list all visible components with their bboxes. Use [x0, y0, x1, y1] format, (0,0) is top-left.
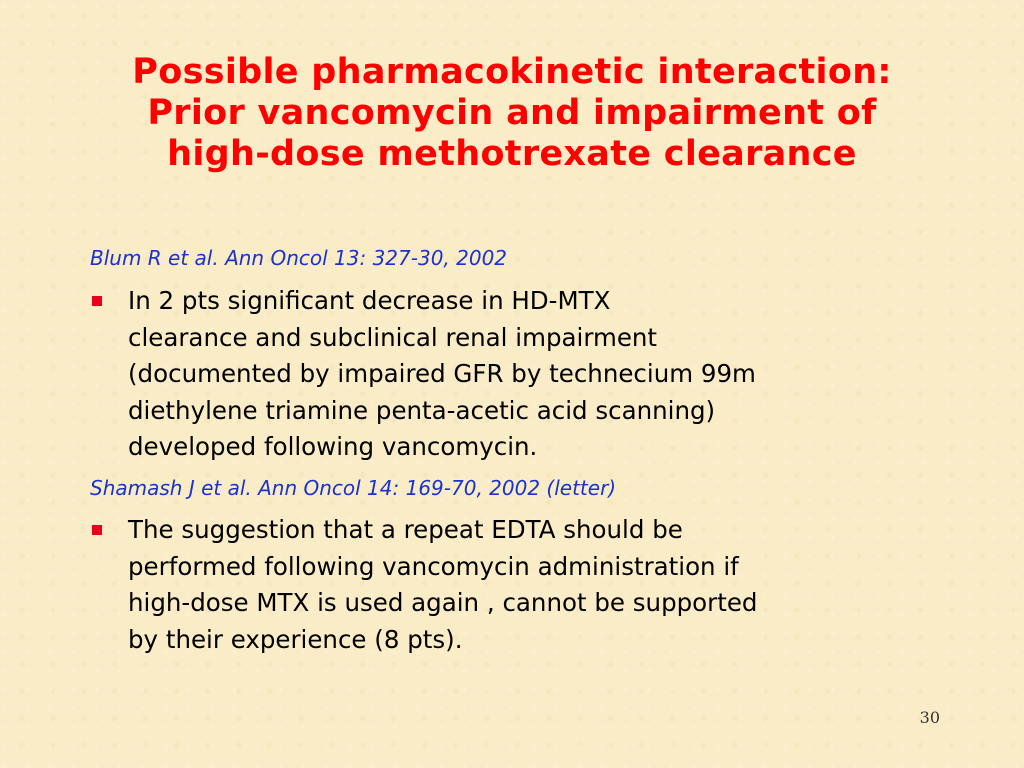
bullet-1-line: (documented by impaired GFR by technecium 99m — [128, 359, 756, 388]
slide-title — [40, 52, 984, 175]
bullet-2-line: performed following vancomycin administration if — [128, 551, 739, 581]
page-number: 30 — [919, 708, 940, 727]
bullet-1-line: developed following vancomycin. — [128, 432, 538, 461]
bullet-1-line: In 2 pts significant decrease in HD-MTX — [128, 286, 611, 315]
title-line-1: Possible pharmacokinetic interaction: — [132, 52, 892, 92]
bullet-2-line: by their experience (8 pts). — [128, 624, 463, 654]
bullet-text-1 — [128, 283, 950, 466]
title-line-3: high-dose methotrexate clearance — [167, 134, 857, 174]
reference-shamash: Shamash J et al. Ann Oncol 14: 169-70, 2002 (letter) — [90, 476, 617, 500]
bullet-2-line: The suggestion that a repeat EDTA should be — [128, 515, 683, 544]
square-bullet-icon — [92, 525, 102, 535]
bullet-1-line: clearance and subclinical renal impairment — [128, 322, 658, 352]
bullet-1-line: diethylene triamine penta-acetic acid scanning) — [128, 395, 716, 425]
title-line-2: Prior vancomycin and impairment of — [147, 93, 877, 133]
square-bullet-icon — [92, 296, 102, 306]
reference-blum: Blum R et al. Ann Oncol 13: 327-30, 2002 — [90, 246, 508, 270]
bullet-text-2 — [128, 512, 950, 658]
bullet-item-1 — [90, 283, 950, 466]
bullet-item-2 — [90, 512, 950, 658]
bullet-2-line: high-dose MTX is used again , cannot be supported — [128, 588, 758, 617]
